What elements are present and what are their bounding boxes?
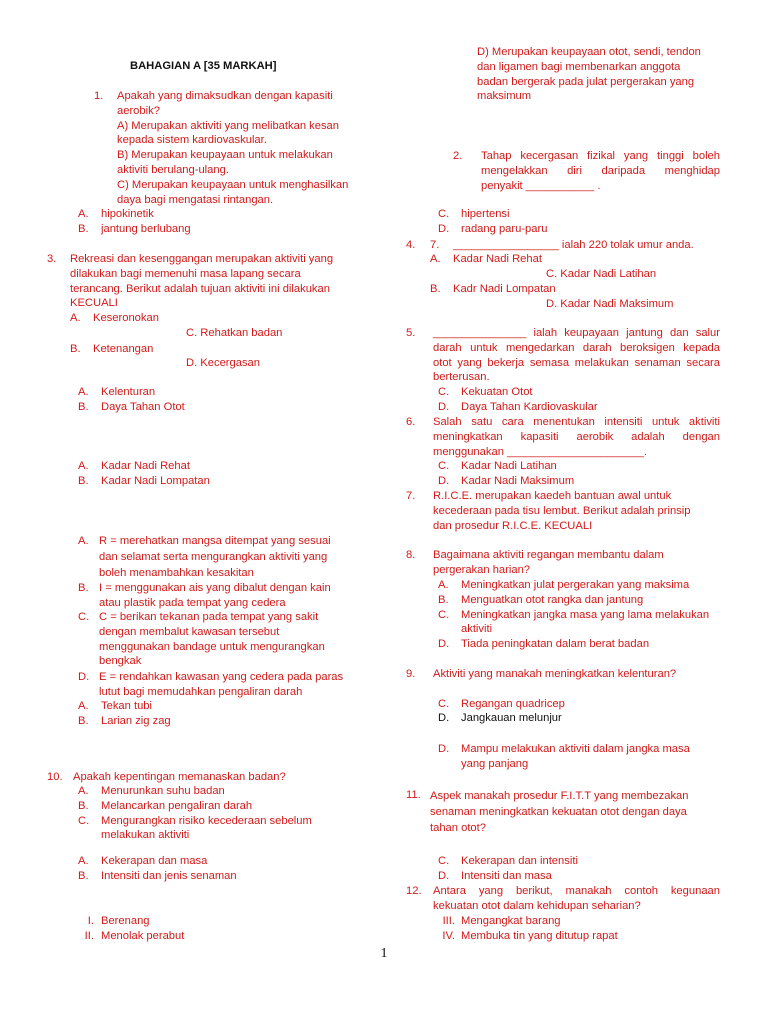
q7-number: 7. bbox=[406, 490, 416, 502]
q11-number: 11. bbox=[406, 789, 421, 801]
q2-text: Tahap kecergasan fizikal yang tinggi boleh mengelakkan diri daripada menghidap penyakit ___________ . bbox=[481, 150, 720, 192]
q11-options: Kekerapan dan intensiti Intensiti dan masa bbox=[461, 855, 578, 882]
q7-option-b: I = menggunakan ais yang dibalut dengan kain atau plastik pada tempat yang cedera bbox=[99, 582, 331, 609]
q3-option-d: D. Kecergasan bbox=[186, 357, 261, 369]
q4-option-b: Kadr Nadi Lompatan bbox=[453, 283, 556, 295]
q12-options: Berenang Menolak perabut bbox=[101, 915, 185, 942]
q6-options-letters: C. D. bbox=[438, 460, 450, 487]
q10-options-letters: A. B. C. bbox=[78, 785, 90, 827]
page-number: 1 bbox=[380, 946, 388, 961]
q3-option-a: Keseronokan bbox=[93, 312, 159, 324]
section-title: BAHAGIAN A [35 MARKAH] bbox=[130, 60, 277, 72]
q3-option-b-letter: B. bbox=[70, 343, 81, 355]
q7-option-c: C = berikan tekanan pada tempat yang sakit dengan membalut kawasan tersebut menggunakan bandage untuk mengurangkan bengkak bbox=[99, 611, 325, 668]
q8-options: Meningkatkan julat pergerakan yang maksima Menguatkan otot rangka dan jantung Meningkatkan jangka masa yang lama melakukan aktiviti Tiada peningkatan dalam berat badan bbox=[461, 579, 710, 651]
q11-options: Kekerapan dan masa Intensiti dan jenis senaman bbox=[101, 855, 237, 882]
q11-options-letters: A. B. bbox=[78, 855, 89, 882]
q7-option-b-letter: B. bbox=[78, 582, 89, 594]
q9-option-d: Jangkauan melunjur bbox=[461, 712, 562, 724]
q4-option-b-letter: B. bbox=[430, 283, 441, 295]
q10-option-d: Mampu melakukan aktiviti dalam jangka masa yang panjang bbox=[461, 743, 690, 770]
q4-option-a-letter: A. bbox=[430, 253, 441, 265]
q5-options-letters: C. D. bbox=[438, 386, 450, 413]
q5-number: 5. bbox=[406, 327, 416, 339]
q8-text: Bagaimana aktiviti regangan membantu dalam pergerakan harian? bbox=[433, 549, 664, 576]
q3-option-c: C. Rehatkan badan bbox=[186, 327, 283, 339]
q9-options: Tekan tubi Larian zig zag bbox=[101, 700, 171, 727]
q1-option-d: D) Merupakan keupayaan otot, sendi, tendon dan ligamen bagi membenarkan anggota badan bergerak pada julat pergerakan yang maksimum bbox=[477, 46, 701, 103]
q10-options: Menurunkan suhu badan Melancarkan pengaliran darah Mengurangkan risiko kecederaan sebelum melakukan aktiviti bbox=[101, 785, 312, 842]
q7-option-c-letter: C. bbox=[78, 611, 90, 623]
q3-option-b: Ketenangan bbox=[93, 343, 154, 355]
q5-options-letters: A. B. bbox=[78, 386, 89, 413]
q6-options: Kadar Nadi Latihan Kadar Nadi Maksimum bbox=[461, 460, 575, 487]
q4-option-a: Kadar Nadi Rehat bbox=[453, 253, 542, 265]
q12-options: Mengangkat barang Membuka tin yang ditutup rapat bbox=[461, 915, 618, 942]
q12-text: Antara yang berikut, manakah contoh kegunaan kekuatan otot dalam kehidupan seharian? bbox=[433, 885, 720, 912]
q3-number: 3. bbox=[47, 253, 57, 265]
q2-number: 2. bbox=[453, 150, 463, 162]
q7-option-a-letter: A. bbox=[78, 535, 89, 547]
q9-option-d-letter: D. bbox=[438, 712, 450, 724]
q8-options-letters: A. B. C. D. bbox=[438, 579, 450, 651]
q4-option-d: D. Kadar Nadi Maksimum bbox=[546, 298, 674, 310]
q12-options-numerals: III. IV. bbox=[442, 915, 455, 942]
q9-options-letters: C. bbox=[438, 698, 450, 710]
q6-options-letters: A. B. bbox=[78, 460, 89, 487]
q7-option-d-letter: D. bbox=[78, 671, 90, 683]
q1-options-letters: A. B. bbox=[78, 208, 89, 235]
q2-options-letters: C. D. bbox=[438, 208, 450, 235]
q3-option-a-letter: A. bbox=[70, 312, 81, 324]
q9-stem: Aktiviti yang manakah meningkatkan kelenturan? bbox=[433, 668, 677, 680]
q4-option-c: C. Kadar Nadi Latihan bbox=[546, 268, 657, 280]
q3-text: Rekreasi dan kesenggangan merupakan aktiviti yang dilakukan bagi memenuhi masa lapang secara terancang. Berikut adalah tujuan aktiviti ini dilakukan KECUALI bbox=[70, 253, 334, 310]
q12-options-numerals: I. II. bbox=[84, 915, 94, 942]
q6-number: 6. bbox=[406, 416, 416, 428]
q10-stem: Apakah kepentingan memanaskan badan? bbox=[73, 771, 286, 783]
q11-text: Aspek manakah prosedur F.I.T.T yang membezakan senaman meningkatkan kekuatan otot dengan daya tahan otot? bbox=[430, 790, 689, 834]
q1-options: hipokinetik jantung berlubang bbox=[101, 208, 191, 235]
q7-option-d: E = rendahkan kawasan yang cedera pada paras lutut bagi memudahkan pengaliran darah bbox=[99, 671, 344, 698]
q5-text: _______________ ialah keupayaan jantung dan salur darah untuk mengedarkan darah beroksigen kepada otot yang bekerja semasa melakukan senaman secara berterusan. bbox=[433, 327, 720, 384]
q4-number: 4. bbox=[406, 239, 416, 251]
q7-text: R.I.C.E. merupakan kaedeh bantuan awal untuk kecederaan pada tisu lembut. Berikut adalah prinsip dan prosedur R.I.C.E. KECUALI bbox=[433, 490, 691, 532]
q4-subnumber: 7. bbox=[430, 239, 440, 251]
q10-option-d-letter: D. bbox=[438, 743, 450, 755]
q1-number: 1. bbox=[94, 90, 104, 102]
q7-option-a: R = merehatkan mangsa ditempat yang sesuai dan selamat serta mengurangkan aktiviti yang boleh menambahkan kesakitan bbox=[99, 535, 331, 579]
q10-number: 10. bbox=[47, 771, 63, 783]
q9-options-letters: A. B. bbox=[78, 700, 89, 727]
q9-number: 9. bbox=[406, 668, 416, 680]
q5-options: Kelenturan Daya Tahan Otot bbox=[101, 386, 185, 413]
q4-stem: _________________ ialah 220 tolak umur anda. bbox=[453, 239, 694, 251]
q11-options-letters: C. D. bbox=[438, 855, 450, 882]
q5-options: Kekuatan Otot Daya Tahan Kardiovaskular bbox=[461, 386, 598, 413]
q8-number: 8. bbox=[406, 549, 416, 561]
q6-text: Salah satu cara menentukan intensiti untuk aktiviti meningkatkan kapasiti aerobik adalah dengan menggunakan ______________________. bbox=[433, 416, 720, 458]
q9-option-c: Regangan quadricep bbox=[461, 698, 565, 710]
q1-text: Apakah yang dimaksudkan dengan kapasiti aerobik? A) Merupakan aktiviti yang melibatkan kesan kepada sistem kardiovaskular. B) Merupakan keupayaan untuk melakukan aktiviti berulang-ulang. C) Merupakan keupayaan untuk menghasilkan daya bagi mengatasi rintangan. bbox=[117, 90, 349, 206]
q12-number: 12. bbox=[406, 885, 422, 897]
q2-options: hipertensi radang paru-paru bbox=[461, 208, 548, 235]
q6-options: Kadar Nadi Rehat Kadar Nadi Lompatan bbox=[101, 460, 210, 487]
